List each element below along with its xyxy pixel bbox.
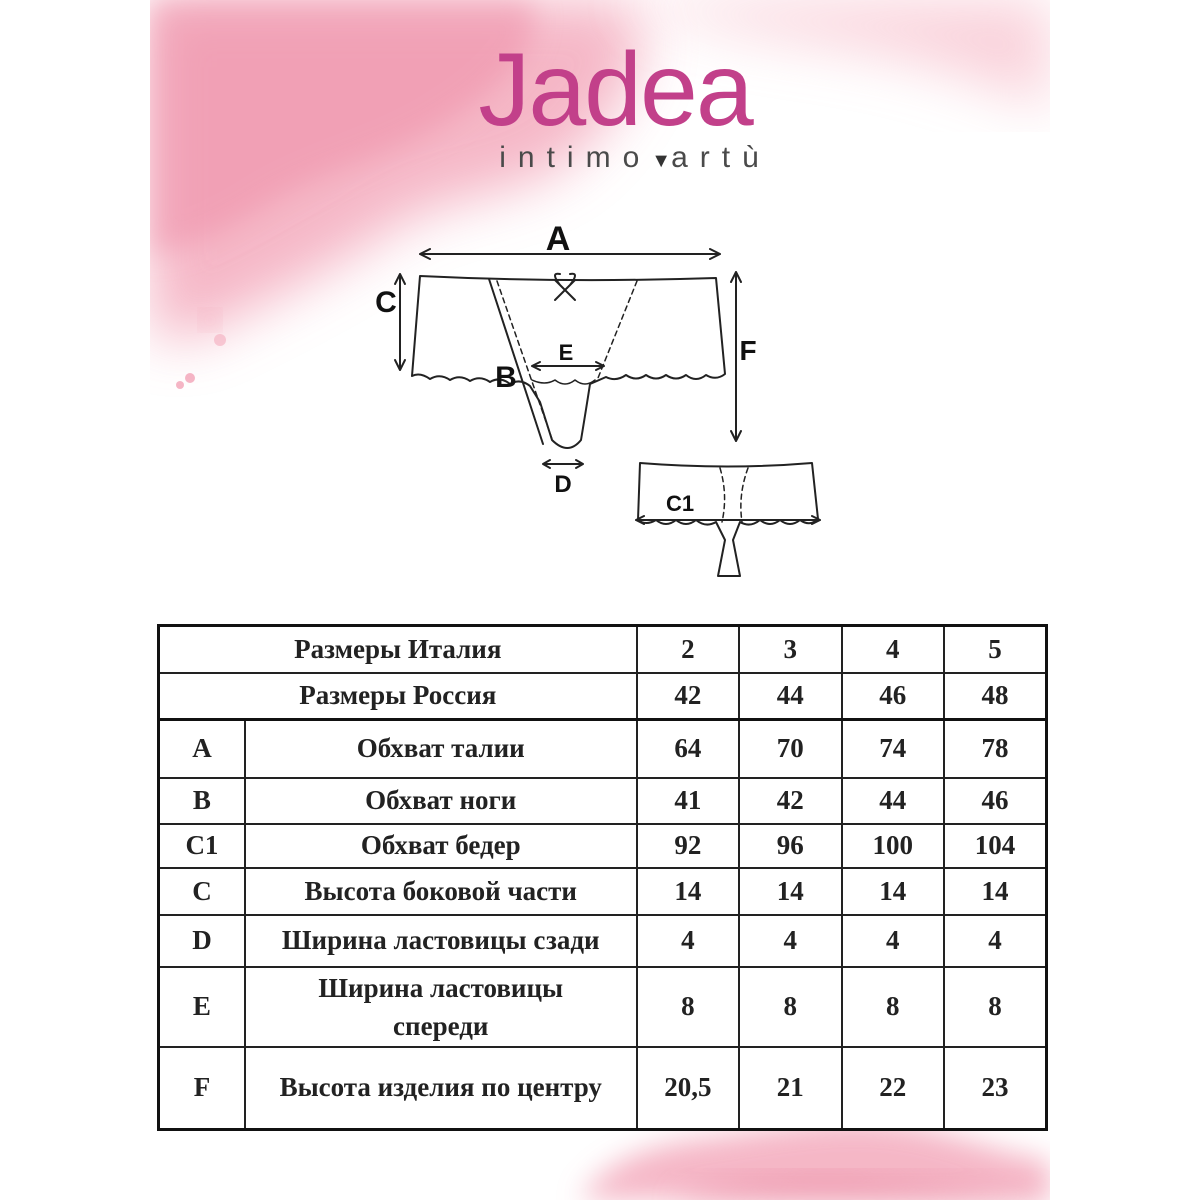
label-c1: C1: [665, 491, 695, 516]
measure-value: 14: [842, 868, 944, 915]
measure-value: 8: [637, 967, 739, 1047]
measure-label: Высота изделия по центру: [245, 1047, 637, 1130]
stitch-right: [598, 281, 637, 378]
measure-value: 70: [739, 720, 841, 778]
header-row-russia: [159, 673, 1047, 720]
tagline-right: artù: [671, 141, 771, 174]
size-cell: 46: [842, 673, 944, 720]
label-d: D: [554, 471, 572, 498]
back-stitch-right: [741, 468, 748, 522]
back-stitch-left: [720, 468, 725, 522]
measure-value: 96: [739, 824, 841, 868]
measure-key: C1: [159, 824, 245, 868]
header-row-italy: [159, 626, 1047, 673]
measure-row-f: [159, 1047, 1047, 1130]
size-chart-table: [157, 624, 1048, 1131]
brand-name: Jadea: [478, 32, 752, 148]
measure-value: 41: [637, 778, 739, 824]
measure-value: 14: [944, 868, 1047, 915]
size-cell: 3: [739, 626, 841, 673]
size-cell: 4: [842, 626, 944, 673]
measure-row-c: [159, 868, 1047, 915]
measure-value: 104: [944, 824, 1047, 868]
measure-value: 20,5: [637, 1047, 739, 1130]
measure-value: 46: [944, 778, 1047, 824]
measure-value: 14: [637, 868, 739, 915]
header-label: Размеры Италия: [159, 626, 637, 673]
label-e: E: [558, 340, 574, 365]
size-cell: 2: [637, 626, 739, 673]
measure-value: 42: [739, 778, 841, 824]
measure-row-a: [159, 720, 1047, 778]
measure-value: 23: [944, 1047, 1047, 1130]
measure-value: 21: [739, 1047, 841, 1130]
measure-label: Ширина ластовицы спереди: [245, 967, 637, 1047]
measure-label: Обхват ноги: [245, 778, 637, 824]
gusset-edge: [532, 380, 595, 384]
measure-label: Ширина ластовицы сзади: [245, 915, 637, 967]
measure-value: 22: [842, 1047, 944, 1130]
measure-value: 64: [637, 720, 739, 778]
measure-value: 4: [944, 915, 1047, 967]
label-a: A: [545, 220, 571, 258]
label-c: C: [375, 286, 397, 319]
measure-key: E: [159, 967, 245, 1047]
measure-value: 78: [944, 720, 1047, 778]
measure-key: F: [159, 1047, 245, 1130]
measure-value: 8: [944, 967, 1047, 1047]
bow-icon: [555, 274, 575, 300]
size-cell: 42: [637, 673, 739, 720]
measure-value: 74: [842, 720, 944, 778]
measure-row-c1: [159, 824, 1047, 868]
measure-row-d: [159, 915, 1047, 967]
measure-value: 4: [739, 915, 841, 967]
measure-value: 4: [637, 915, 739, 967]
measure-key: B: [159, 778, 245, 824]
tagline-left: intimo: [499, 141, 652, 174]
measure-value: 14: [739, 868, 841, 915]
measure-key: A: [159, 720, 245, 778]
measure-key: C: [159, 868, 245, 915]
size-cell: 5: [944, 626, 1047, 673]
measure-label: Высота боковой части: [245, 868, 637, 915]
measure-row-e: [159, 967, 1047, 1047]
measure-key: D: [159, 915, 245, 967]
label-b: B: [495, 361, 517, 394]
measure-value: 4: [842, 915, 944, 967]
measure-label: Обхват бедер: [245, 824, 637, 868]
size-cell: 44: [739, 673, 841, 720]
measure-label: Обхват талии: [245, 720, 637, 778]
heart-icon: ▼: [651, 150, 672, 172]
header-label: Размеры Россия: [159, 673, 637, 720]
measure-value: 8: [739, 967, 841, 1047]
measure-value: 44: [842, 778, 944, 824]
label-f: F: [739, 335, 757, 366]
measure-value: 100: [842, 824, 944, 868]
measure-row-b: [159, 778, 1047, 824]
arrow-d: [543, 460, 583, 468]
measure-value: 8: [842, 967, 944, 1047]
size-chart-body: [159, 626, 1047, 1130]
size-cell: 48: [944, 673, 1047, 720]
measure-value: 92: [637, 824, 739, 868]
